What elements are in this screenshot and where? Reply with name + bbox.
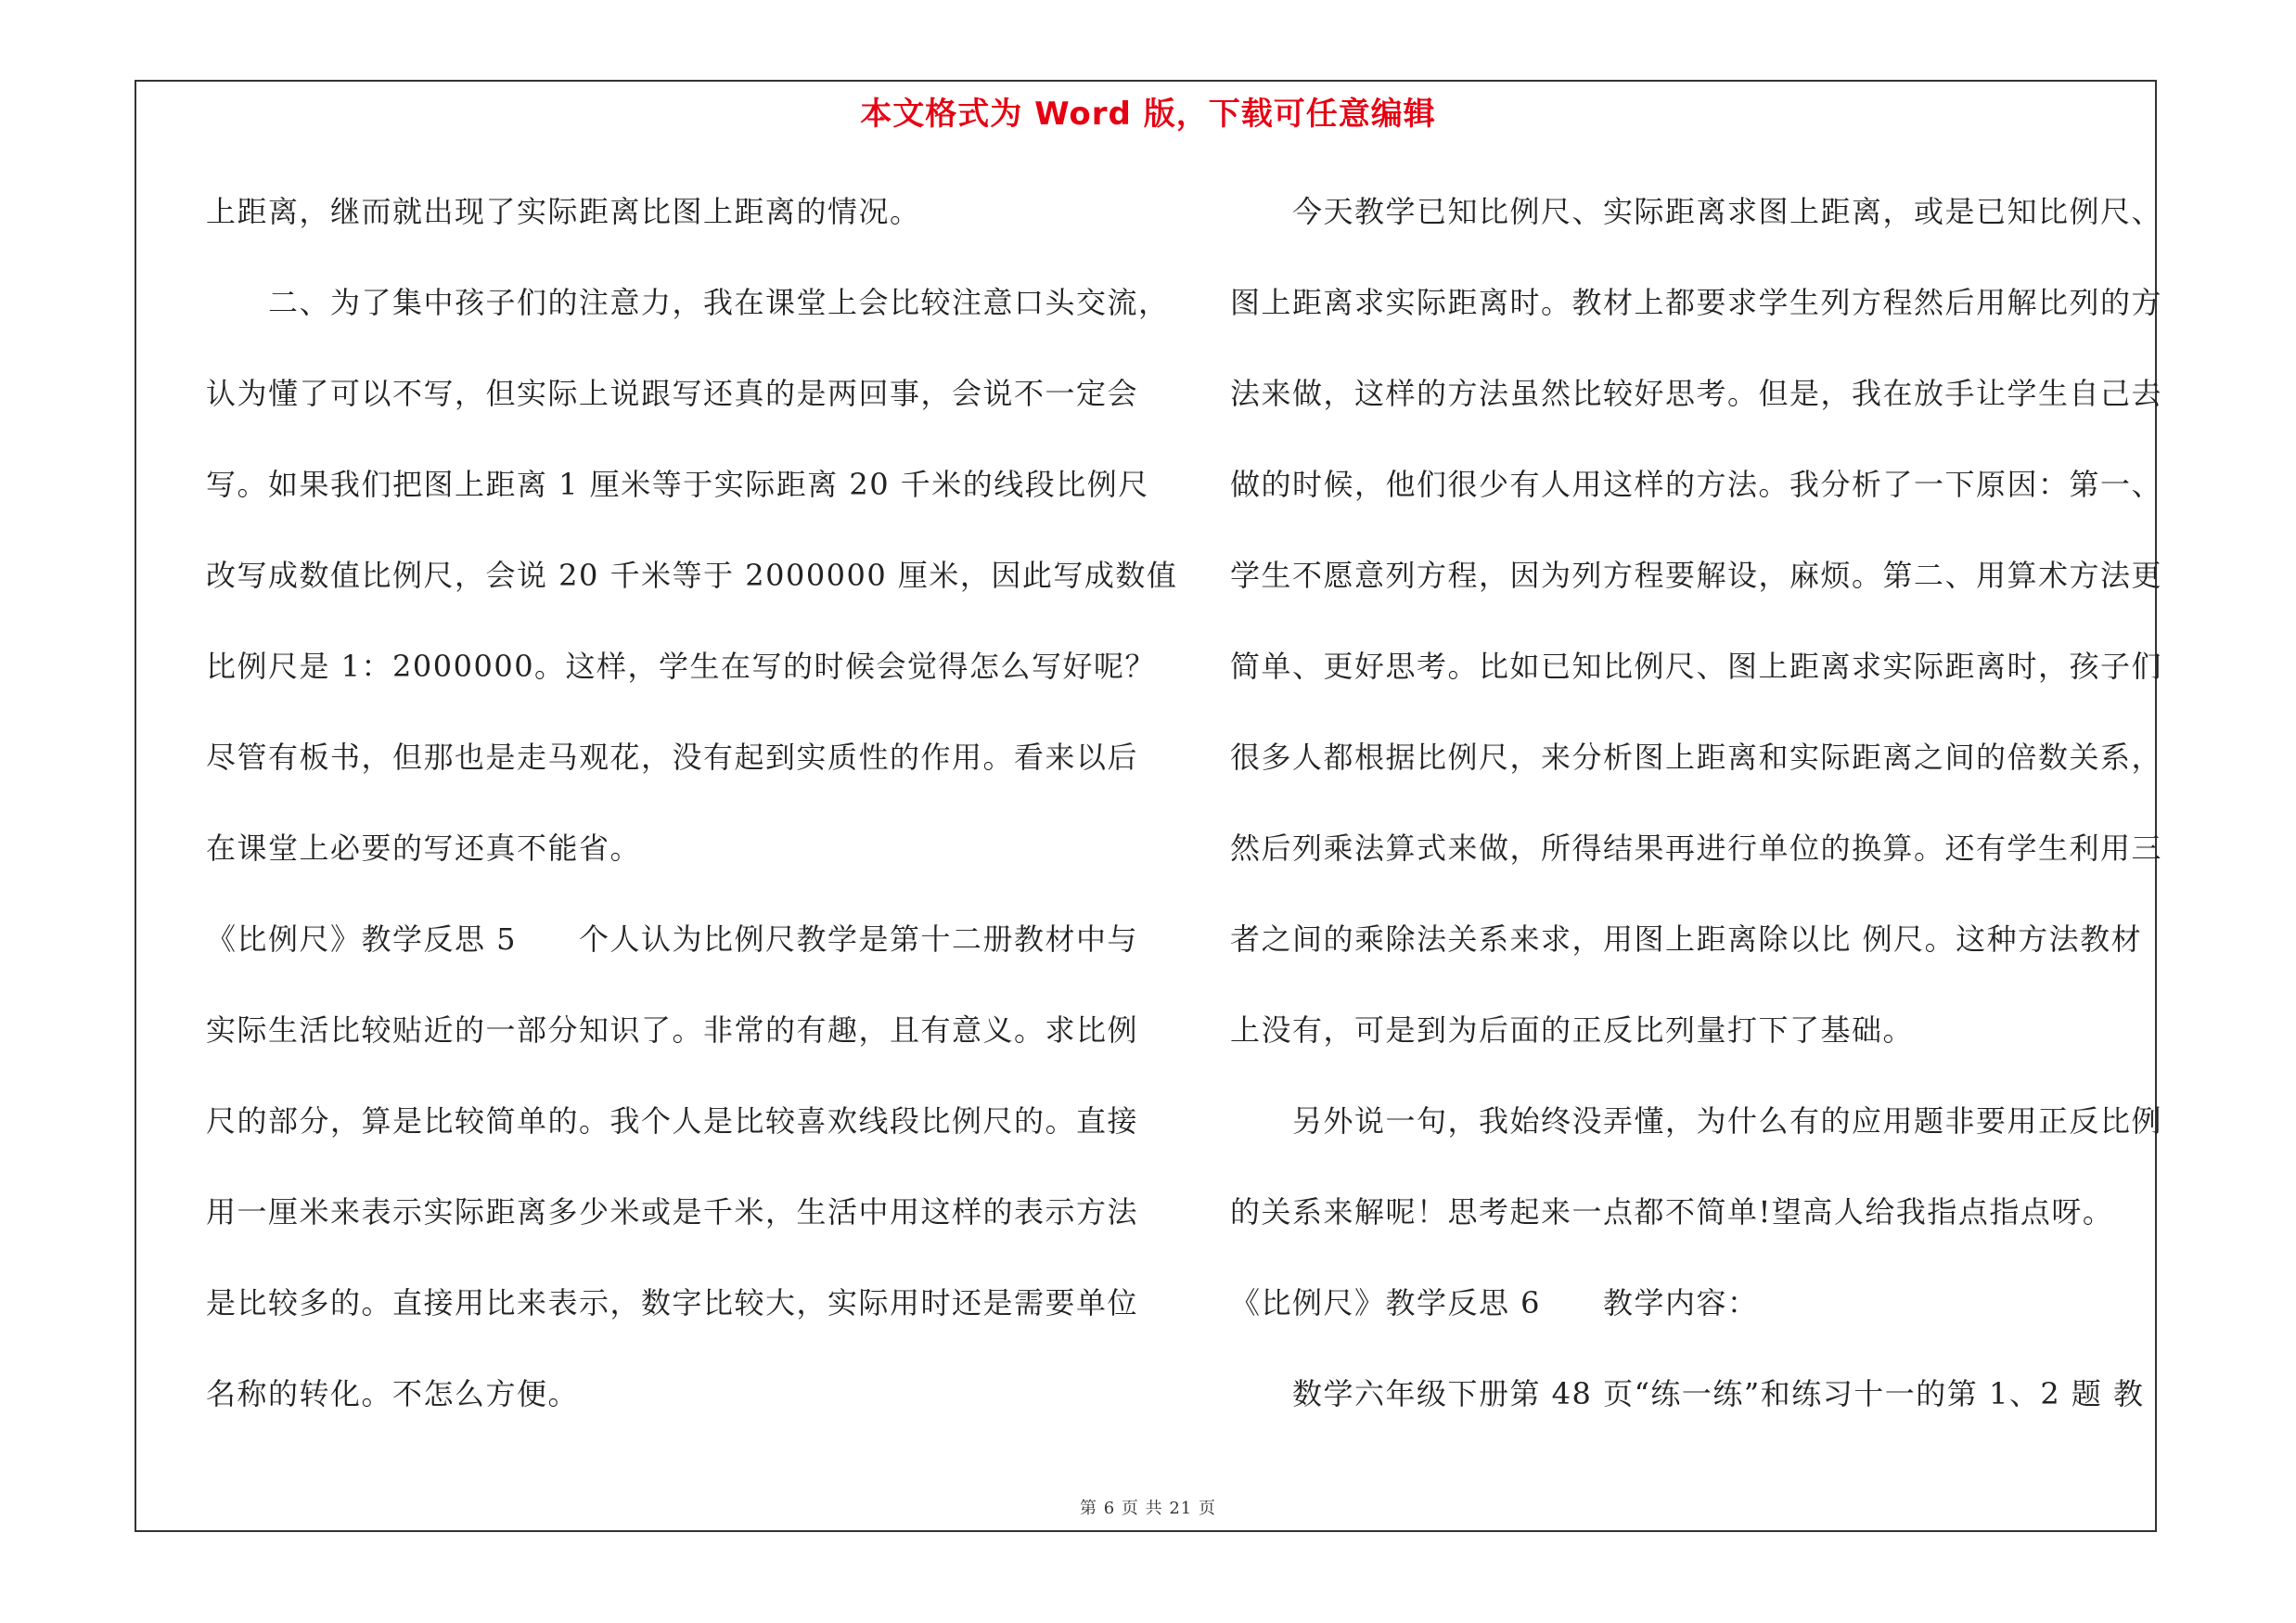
text-line: 的关系来解呢！思考起来一点都不简单!望高人给我指点指点呀。 (1230, 1194, 2114, 1230)
text-line: 在课堂上必要的写还真不能省。 (206, 831, 642, 866)
text-line: 比例尺是 1：2000000。这样，学生在写的时候会觉得怎么写好呢？ (206, 649, 1157, 684)
text-line: 很多人都根据比例尺，来分析图上距离和实际距离之间的倍数关系， (1230, 740, 2163, 775)
text-line: 上距离，继而就出现了实际距离比图上距离的情况。 (206, 194, 921, 229)
text-line: 尽管有板书，但那也是走马观花，没有起到实质性的作用。看来以后 (206, 740, 1139, 775)
section-heading-line: 《比例尺》教学反思 5 个人认为比例尺教学是第十二册教材中与 (206, 921, 1139, 957)
text-line: 认为懂了可以不写，但实际上说跟写还真的是两回事，会说不一定会 (206, 376, 1139, 411)
text-line: 法来做，这样的方法虽然比较好思考。但是，我在放手让学生自己去 (1230, 376, 2163, 411)
text-line: 图上距离求实际距离时。教材上都要求学生列方程然后用解比列的方 (1230, 285, 2163, 320)
header-banner: 本文格式为 Word 版，下载可任意编辑 (860, 96, 1436, 133)
right-column (1230, 181, 2172, 1454)
text-line: 二、为了集中孩子们的注意力，我在课堂上会比较注意口头交流， (206, 285, 1170, 320)
text-line: 另外说一句，我始终没弄懂，为什么有的应用题非要用正反比例 (1230, 1103, 2163, 1139)
text-line: 者之间的乘除法关系来求，用图上距离除以比 例尺。这种方法教材 (1230, 921, 2143, 957)
text-line: 尺的部分，算是比较简单的。我个人是比较喜欢线段比例尺的。直接 (206, 1103, 1139, 1139)
text-line: 简单、更好思考。比如已知比例尺、图上距离求实际距离时，孩子们 (1230, 649, 2163, 684)
text-line: 是比较多的。直接用比来表示，数字比较大，实际用时还是需要单位 (206, 1285, 1139, 1320)
text-line: 用一厘米来表示实际距离多少米或是千米，生活中用这样的表示方法 (206, 1194, 1139, 1230)
text-line: 实际生活比较贴近的一部分知识了。非常的有趣，且有意义。求比例 (206, 1012, 1139, 1048)
page-number: 第 6 页 共 21 页 (1080, 1499, 1216, 1518)
text-line: 改写成数值比例尺，会说 20 千米等于 2000000 厘米，因此写成数值 (206, 558, 1178, 593)
left-column (206, 181, 1178, 1454)
text-line: 数学六年级下册第 48 页“练一练”和练习十一的第 1、2 题 教 (1230, 1376, 2145, 1411)
text-line: 名称的转化。不怎么方便。 (206, 1376, 580, 1411)
text-line: 今天教学已知比例尺、实际距离求图上距离，或是已知比例尺、 (1230, 194, 2163, 229)
text-line: 然后列乘法算式来做，所得结果再进行单位的换算。还有学生利用三 (1230, 831, 2163, 866)
text-line: 上没有，可是到为后面的正反比列量打下了基础。 (1230, 1012, 1915, 1048)
text-line: 做的时候，他们很少有人用这样的方法。我分析了一下原因：第一、 (1230, 467, 2163, 502)
text-line: 写。如果我们把图上距离 1 厘米等于实际距离 20 千米的线段比例尺 (206, 467, 1149, 502)
text-line: 学生不愿意列方程，因为列方程要解设，麻烦。第二、用算术方法更 (1230, 558, 2163, 593)
section-heading-line: 《比例尺》教学反思 6 教学内容： (1230, 1285, 1759, 1320)
